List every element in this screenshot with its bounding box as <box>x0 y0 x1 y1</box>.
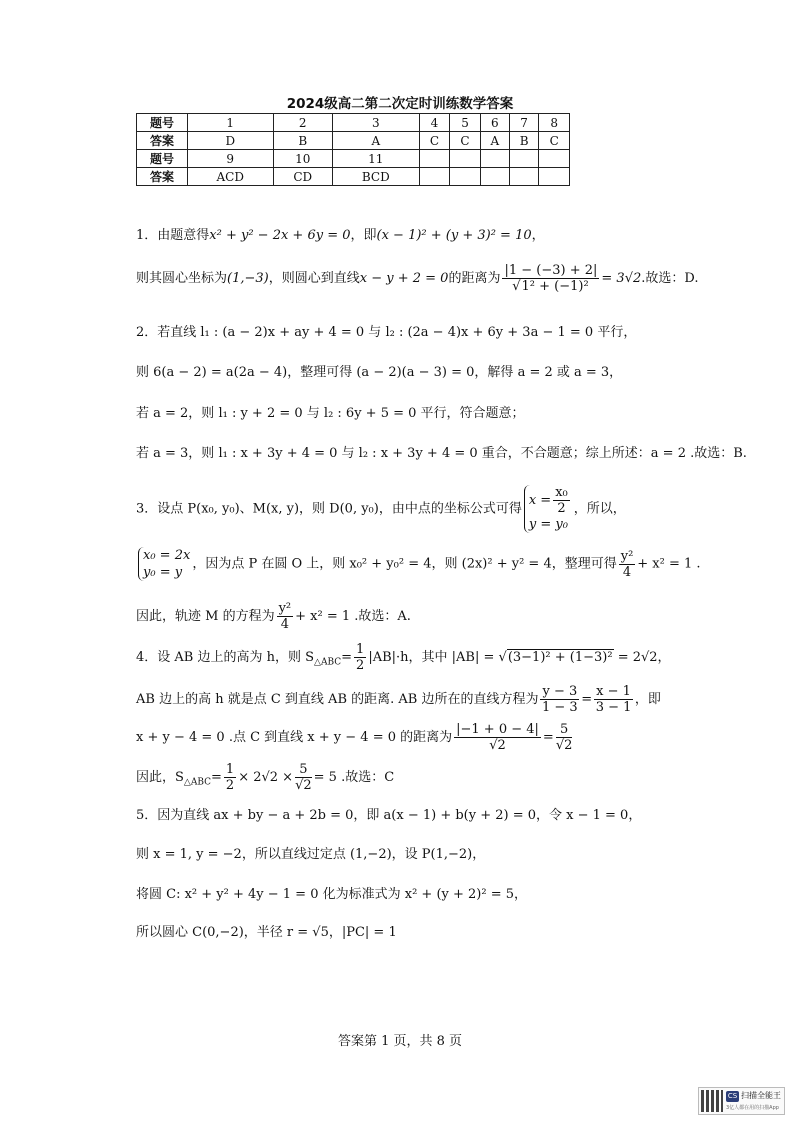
scanner-watermark <box>698 1087 785 1115</box>
table-row-header: 答案 <box>137 132 188 150</box>
s4-half-fraction <box>354 642 366 673</box>
s4-radicand: (3−1)² + (1−3)² <box>507 650 613 665</box>
s3-text-f: + x² = 1 .故选：A. <box>295 609 411 624</box>
s3-sys1-fraction <box>553 485 570 516</box>
s1-text-b: ，即 <box>350 228 377 243</box>
s4-result-2-denominator: √2 <box>295 778 312 793</box>
s3-text-e: 因此，轨迹 M 的方程为 <box>136 609 275 624</box>
s3-text-d: + x² = 1 . <box>637 556 701 572</box>
table-cell <box>450 168 481 186</box>
s4-area-subscript: △ABC <box>314 657 342 668</box>
s1-line: x − y + 2 = 0 <box>359 271 449 286</box>
table-row-header: 题号 <box>137 114 188 132</box>
solution-4-line-4 <box>136 762 696 793</box>
solution-1-line-2 <box>136 263 699 294</box>
table-cell: 10 <box>273 150 333 168</box>
table-cell: 11 <box>333 150 420 168</box>
s4-slope-2-denominator: 3 − 1 <box>595 700 632 715</box>
s3-fraction-2-numerator: y² <box>278 601 292 616</box>
solution-2-line-2: 则 6(a − 2) = a(2a − 4)，整理可得 (a − 2)(a − 3) = 0，解得 a = 2 或 a = 3， <box>136 365 623 380</box>
s4-result-fraction-2 <box>295 762 312 793</box>
table-cell: 6 <box>480 114 509 132</box>
table-cell: ACD <box>188 168 274 186</box>
s4-distance-fraction <box>454 722 541 753</box>
solution-4-line-2 <box>136 684 696 715</box>
s3-fraction-1 <box>619 549 636 580</box>
s3-sys2-row-1: x₀ = 2x <box>143 548 191 563</box>
table-cell: 1 <box>188 114 274 132</box>
s4-text-f: ，即 <box>634 692 661 707</box>
s4-half-denominator: 2 <box>356 658 365 673</box>
s3-sys1-numerator: x₀ <box>555 485 568 500</box>
s4-text-i: = <box>211 770 222 785</box>
s1-fraction-numerator: |1 − (−3) + 2| <box>504 263 598 278</box>
scanner-tagline: 3亿人都在用的扫描App <box>726 1105 779 1111</box>
table-cell: 3 <box>333 114 420 132</box>
s4-text-b: = <box>341 650 353 665</box>
solution-2-line-4: 若 a = 3，则 l₁ : x + 3y + 4 = 0 与 l₂ : x + 3y + 4 = 0 重合，不合题意；综上所述：a = 2 .故选：B. <box>136 446 747 461</box>
table-cell: C <box>450 132 481 150</box>
s4-half-fraction-2 <box>224 762 236 793</box>
solution-4-line-1: 4．设 AB 边上的高为 h，则 $S_{\triangle ABC}=$ $\frac{1}{2}$ |AB|·h，其中 |AB| = √(3−1)² + (1−3)² = 2√2， <box>136 642 671 673</box>
table-row-header: 答案 <box>137 168 188 186</box>
s1-text-f: 的距离为 <box>448 271 501 286</box>
s3-fraction-1-denominator: 4 <box>622 564 632 580</box>
s1-text-c: ， <box>531 228 545 243</box>
s4-text-h: 因此，S <box>136 770 184 785</box>
s1-text-e: ，则圆心到直线 <box>268 271 360 286</box>
table-cell <box>419 150 450 168</box>
scanner-name: 扫描全能王 <box>741 1091 781 1100</box>
table-cell: 5 <box>450 114 481 132</box>
s3-text-a: 3．设点 P(x₀, y₀)、M(x, y)，则 D(0, y₀)，由中点的坐标公式可得 <box>136 501 522 517</box>
s3-system-2 <box>138 547 190 581</box>
solution-5-line-3: 将圆 C: x² + y² + 4y − 1 = 0 化为标准式为 x² + (y + 2)² = 5， <box>136 887 527 902</box>
table-cell <box>539 168 570 186</box>
s3-sys1-lhs: x = <box>528 493 552 508</box>
solution-2-line-1: 2．若直线 l₁ : (a − 2)x + ay + 4 = 0 与 l₂ : (2a − 4)x + 6y + 3a − 1 = 0 平行， <box>136 325 637 340</box>
table-cell: C <box>539 132 570 150</box>
s4-half-numerator: 1 <box>356 642 365 657</box>
s1-equation-2: (x − 1)² + (y + 3)² = 10 <box>376 228 532 243</box>
table-cell: 7 <box>509 114 539 132</box>
table-cell <box>419 168 450 186</box>
solution-3-line-2 <box>136 547 701 581</box>
solution-2-line-3: 若 a = 2，则 l₁ : y + 2 = 0 与 l₂ : 6y + 5 = 0 平行，符合题意； <box>136 406 525 421</box>
s4-equals: = <box>581 692 593 707</box>
camscanner-logo-icon: CS <box>727 1092 738 1100</box>
s4-slope-2-numerator: x − 1 <box>596 684 631 699</box>
solution-3-line-1 <box>136 485 696 533</box>
qr-code-icon <box>701 1090 723 1112</box>
s1-distance-fraction: $\frac{|1 - (-3) + 2|}{\text{√1² + (−1)²}}$ <box>504 263 598 294</box>
table-cell: B <box>273 132 333 150</box>
table-cell <box>480 168 509 186</box>
s4-half-2-denominator: 2 <box>225 778 235 793</box>
solution-4-line-3: x + y − 4 = 0 .点 C 到直线 x + y − 4 = 0 的距离为 $\frac{|-1 + 0 - 4|}{√2}$ = $\frac{5}{√2}$ <box>136 722 573 753</box>
table-cell: D <box>188 132 274 150</box>
s4-text-e: AB 边上的高 h 就是点 C 到直线 AB 的距离. AB 边所在的直线方程为 <box>136 692 539 707</box>
s4-text-k: = 5 .故选：C <box>313 770 395 785</box>
s4-slope-fraction-2 <box>594 684 633 715</box>
s1-choice: .故选：D. <box>641 271 699 286</box>
s4-area-subscript-2: △ABC <box>183 777 211 788</box>
s3-sys1-row-2: y = y₀ <box>528 517 568 532</box>
table-cell: 9 <box>188 150 274 168</box>
s3-system-1 <box>524 485 572 533</box>
s1-result: = 3√2 <box>601 271 642 286</box>
s4-text-d: = 2√2， <box>613 650 671 665</box>
s3-sys1-denominator: 2 <box>557 501 566 516</box>
table-cell: 2 <box>273 114 333 132</box>
s1-equation-1: x² + y² − 2x + 6y = 0 <box>209 228 351 243</box>
table-cell: C <box>419 132 450 150</box>
page-footer: 答案第 1 页，共 8 页 <box>337 1034 463 1049</box>
s4-result-2-numerator: 5 <box>295 762 312 778</box>
s4-result-denominator: √2 <box>555 738 573 753</box>
table-cell: 4 <box>419 114 450 132</box>
s3-text-c: ，因为点 P 在圆 O 上，则 x₀² + y₀² = 4，则 (2x)² + y² = 4，整理可得 <box>192 556 617 572</box>
table-cell <box>539 150 570 168</box>
table-cell <box>450 150 481 168</box>
s3-fraction-2-denominator: 4 <box>280 617 289 632</box>
table-cell <box>480 150 509 168</box>
s1-fraction-denominator: 1² + (−1)² <box>521 279 589 294</box>
solution-5-line-2: 则 x = 1, y = −2，所以直线过定点 (1,−2)，设 P(1,−2)， <box>136 847 486 862</box>
s4-slope-fraction-1 <box>540 684 579 715</box>
s3-fraction-2 <box>277 601 294 632</box>
table-cell: CD <box>273 168 333 186</box>
table-row <box>137 168 570 186</box>
s3-fraction-1-numerator: y² <box>620 548 634 564</box>
s4-text-a: 4．设 AB 边上的高为 h，则 S <box>136 650 315 665</box>
table-cell: BCD <box>333 168 420 186</box>
s4-slope-1-denominator: 1 − 3 <box>542 700 578 715</box>
s4-result-fraction <box>556 722 573 753</box>
s4-distance-denominator: √2 <box>489 738 506 753</box>
table-cell: A <box>480 132 509 150</box>
s4-half-2-numerator: 1 <box>225 762 235 777</box>
s1-text-d: 则其圆心坐标为 <box>136 271 228 286</box>
s1-text-a: 1．由题意得 <box>136 228 210 243</box>
s4-text-j: × 2√2 × <box>238 770 294 785</box>
table-row <box>137 114 570 132</box>
answer-table <box>136 113 570 186</box>
table-cell: 8 <box>539 114 570 132</box>
s3-sys2-row-2: y₀ = y <box>143 565 183 580</box>
solution-1-line-1 <box>136 226 696 246</box>
s4-distance-numerator: |−1 + 0 − 4| <box>456 722 539 737</box>
table-row-header: 题号 <box>137 150 188 168</box>
table-cell <box>509 150 539 168</box>
table-cell <box>509 168 539 186</box>
solution-5-line-1: 5．因为直线 ax + by − a + 2b = 0，即 a(x − 1) + b(y + 2) = 0，令 x − 1 = 0， <box>136 808 642 823</box>
table-row <box>137 150 570 168</box>
s4-slope-1-numerator: y − 3 <box>542 684 578 699</box>
table-cell: B <box>509 132 539 150</box>
s4-text-c: |AB|·h，其中 |AB| = <box>368 650 499 665</box>
s1-center: (1,−3) <box>227 271 269 286</box>
s3-text-b: ，所以， <box>573 501 626 517</box>
page-title: 2024级高二第二次定时训练数学答案 <box>286 96 514 112</box>
s4-result-numerator: 5 <box>556 722 573 738</box>
table-cell: A <box>333 132 420 150</box>
solution-3-line-3 <box>136 601 696 632</box>
s4-text-g: x + y − 4 = 0 .点 C 到直线 x + y − 4 = 0 的距离为 <box>136 730 453 745</box>
table-row <box>137 132 570 150</box>
solution-5-line-4: 所以圆心 C(0,−2)，半径 r = √5，|PC| = 1 <box>136 925 397 940</box>
